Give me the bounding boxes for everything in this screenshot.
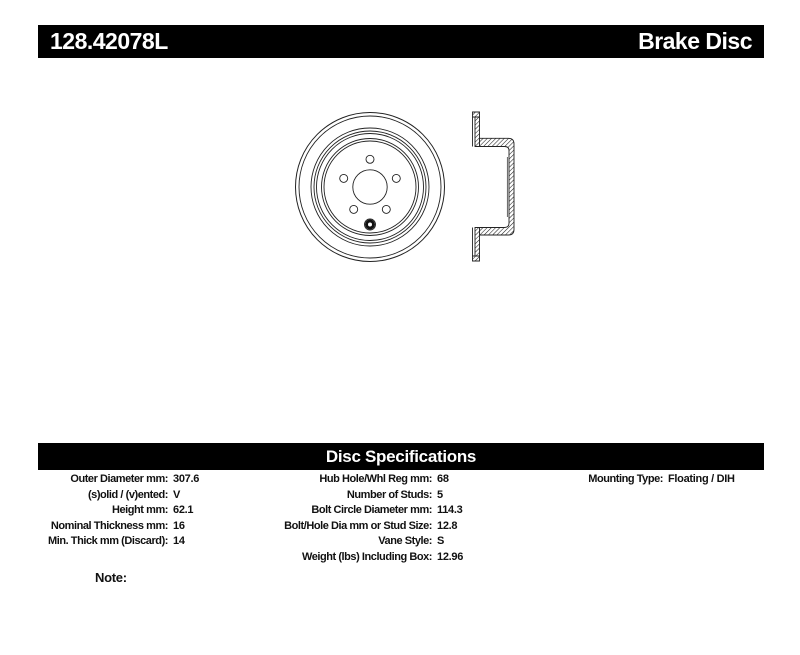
- spec-row-outer-diameter: [38, 473, 199, 489]
- part-number: 128.42078L: [50, 28, 168, 54]
- brake-disc-technical-drawing: [280, 95, 530, 275]
- spec-row-min-thick: [38, 535, 199, 551]
- set-screw-hole-ring: [367, 221, 374, 228]
- spec-label: Vane Style:: [378, 535, 432, 547]
- section-bottom-edge-cap: [473, 256, 480, 261]
- hat-ring-inner: [317, 134, 424, 241]
- spec-column-left: [38, 473, 199, 551]
- spec-label: Mounting Type:: [588, 473, 663, 485]
- spec-value: 16: [173, 519, 185, 532]
- spec-row-bolt-circle-diameter: [280, 504, 463, 520]
- spec-label: Bolt/Hole Dia mm or Stud Size:: [284, 519, 432, 532]
- spec-label: Height mm:: [111, 504, 168, 516]
- spec-value: 14: [173, 535, 185, 547]
- section-top-friction-ring: [475, 117, 480, 147]
- spec-value: 12.8: [437, 519, 458, 532]
- spec-value: 12.96: [437, 550, 464, 563]
- section-bottom-friction-ring: [475, 228, 480, 257]
- hat-ring-outer: [314, 131, 426, 243]
- spec-row-mounting-type: [560, 473, 735, 489]
- spec-column-right: [560, 473, 735, 489]
- spec-label: Weight (lbs) Including Box:: [301, 550, 432, 563]
- spec-label: Bolt Circle Diameter mm:: [311, 504, 432, 516]
- disc-specifications-title: Disc Specifications: [325, 446, 477, 466]
- spec-value: 114.3: [437, 504, 463, 516]
- spec-label: Outer Diameter mm:: [70, 473, 168, 485]
- product-type: Brake Disc: [638, 28, 752, 54]
- spec-column-middle: [280, 473, 463, 566]
- spec-row-bolt-hole-dia: [280, 520, 463, 536]
- disc-specifications-bar: [38, 443, 764, 470]
- spec-label: Number of Studs:: [346, 488, 432, 501]
- spec-label: Hub Hole/Whl Reg mm:: [319, 473, 432, 485]
- spec-value: 68: [437, 473, 449, 485]
- spec-row-height: [38, 504, 199, 520]
- spec-value: V: [173, 488, 181, 501]
- section-hat-profile: [480, 138, 515, 235]
- spec-row-solid-vented: [38, 489, 199, 505]
- spec-row-vane-style: [280, 535, 463, 551]
- stud-hole: [366, 155, 374, 163]
- stud-hole: [340, 174, 348, 182]
- spec-row-number-of-studs: [280, 489, 463, 505]
- disc-face-edge: [299, 116, 441, 258]
- spec-label: (s)olid / (v)ented:: [87, 488, 168, 501]
- disc-outer-edge: [296, 113, 445, 262]
- stud-hole: [350, 205, 358, 213]
- spec-label: Nominal Thickness mm:: [50, 519, 168, 532]
- spec-value: 5: [437, 488, 443, 501]
- spec-row-nominal-thickness: [38, 520, 199, 536]
- stud-hole: [392, 174, 400, 182]
- stud-hole: [382, 205, 390, 213]
- section-top-edge-cap: [473, 112, 480, 117]
- spec-row-hub-hole: [280, 473, 463, 489]
- brake-disc-cross-section: [473, 112, 515, 261]
- spec-value: S: [437, 535, 445, 547]
- spec-value: 307.6: [173, 473, 200, 485]
- spec-value: 62.1: [173, 504, 194, 516]
- spec-row-weight: [280, 551, 463, 567]
- spec-label: Min. Thick mm (Discard):: [48, 535, 168, 547]
- note-label: Note:: [95, 570, 127, 585]
- brake-disc-front-view: [296, 113, 445, 262]
- spec-value: Floating / DIH: [668, 473, 735, 485]
- center-hub-hole: [353, 170, 387, 204]
- header-bar: [38, 25, 764, 58]
